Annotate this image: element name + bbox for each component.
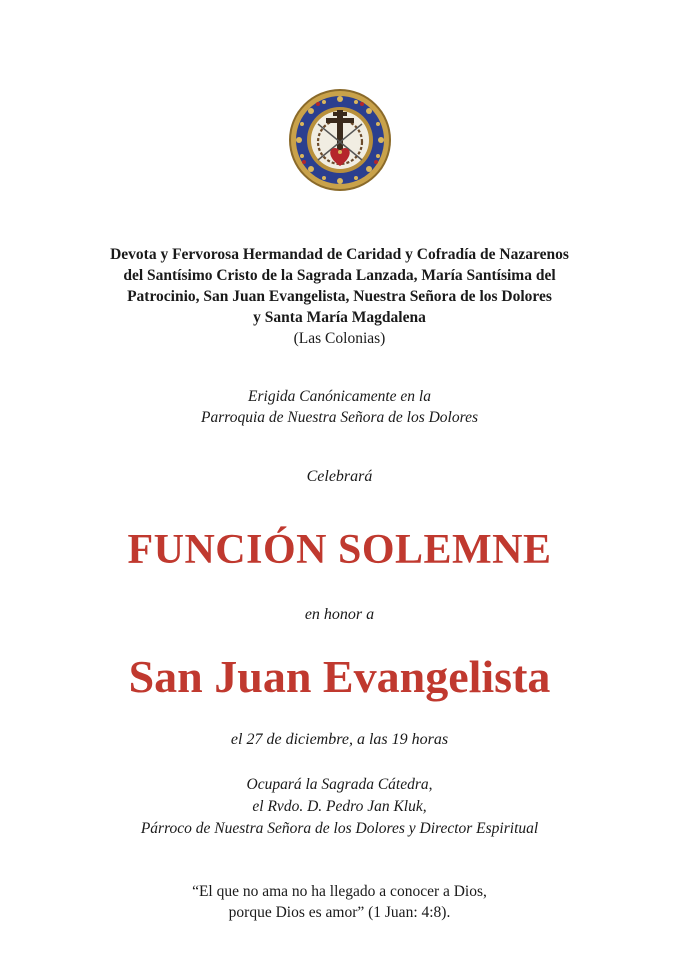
canonical-erection-note (40, 386, 639, 428)
preacher-line: el Rvdo. D. Pedro Jan Kluk, (252, 798, 427, 815)
brotherhood-name-line: Devota y Fervorosa Hermandad de Caridad y Cofradía de Nazarenos (110, 246, 569, 263)
erection-line: Erigida Canónicamente en la (248, 388, 431, 405)
brotherhood-crest-icon (288, 88, 392, 192)
brotherhood-name-line: y Santa María Magdalena (253, 309, 426, 326)
brotherhood-location: (Las Colonias) (293, 330, 386, 347)
brotherhood-name-line: Patrocinio, San Juan Evangelista, Nuestra Señora de los Dolores (127, 288, 552, 305)
preacher-info (20, 774, 659, 840)
saint-name: San Juan Evangelista (128, 651, 551, 702)
event-datetime: el 27 de diciembre, a las 19 horas (230, 731, 449, 748)
erection-line: Parroquia de Nuestra Señora de los Dolores (201, 409, 478, 426)
quote-line: “El que no ama no ha llegado a conocer a Dios, (192, 883, 487, 900)
preacher-line: Ocupará la Sagrada Cátedra, (246, 776, 433, 793)
announce-text: Celebrará (306, 468, 373, 485)
event-title: FUNCIÓN SOLEMNE (127, 527, 552, 573)
brotherhood-name (40, 244, 639, 349)
bible-quote (40, 881, 639, 923)
brotherhood-name-line: del Santísimo Cristo de la Sagrada Lanzada, María Santísima del (123, 267, 556, 284)
in-honor-text: en honor a (304, 606, 375, 623)
preacher-line: Párroco de Nuestra Señora de los Dolores y Director Espiritual (140, 820, 539, 837)
quote-line: porque Dios es amor” (1 Juan: 4:8). (228, 904, 451, 921)
